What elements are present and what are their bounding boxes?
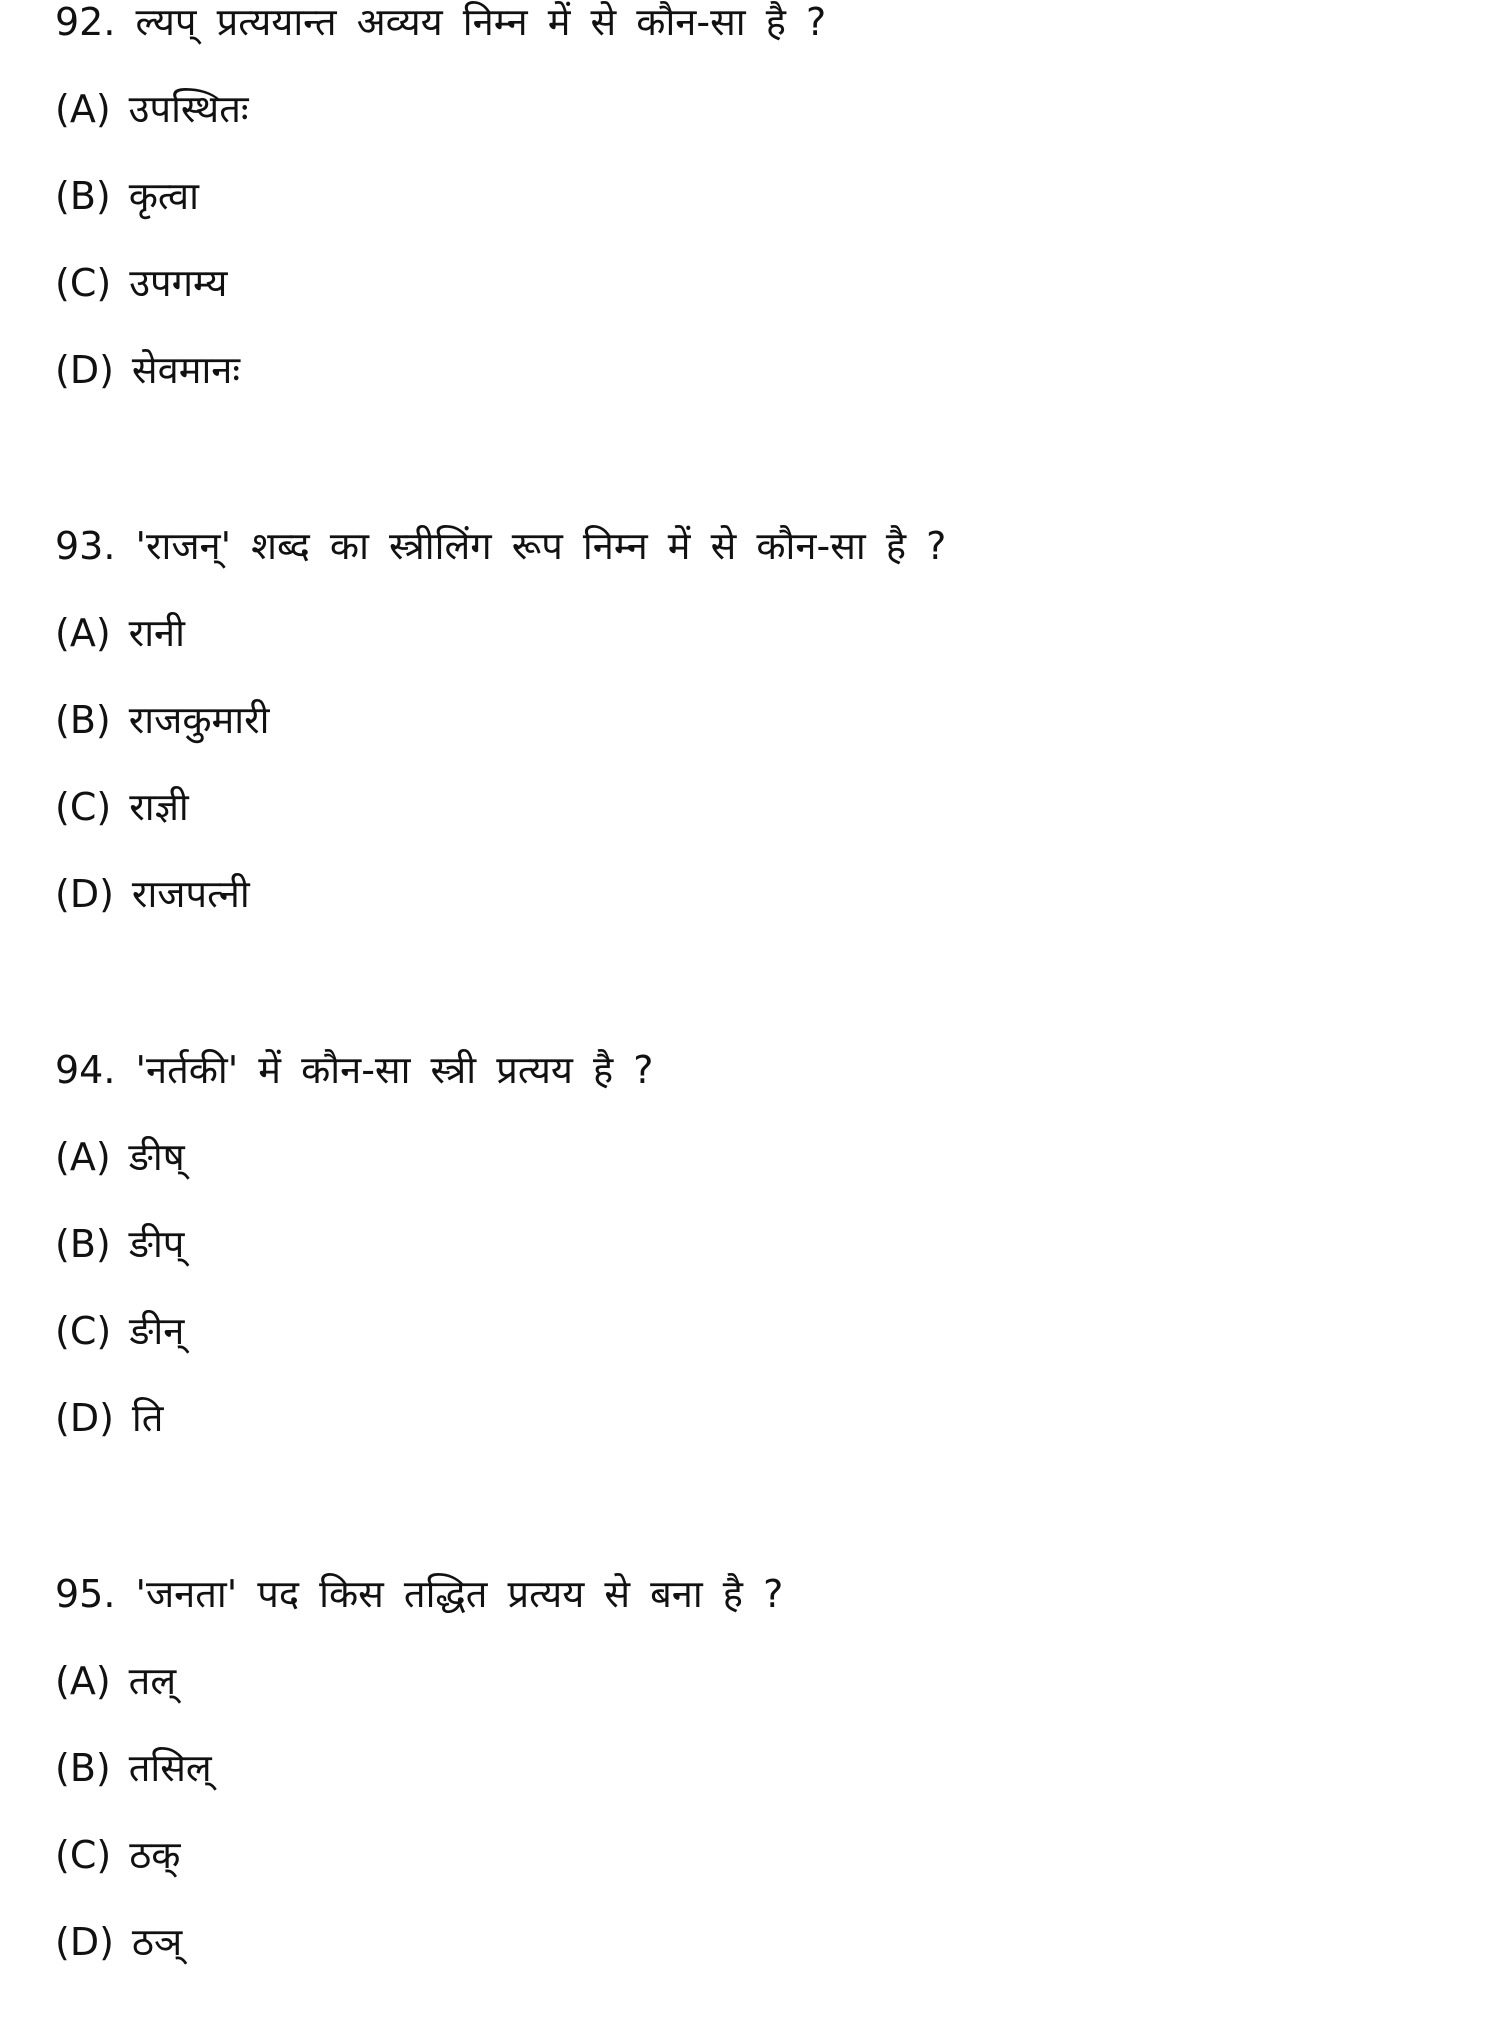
option-text: उपस्थितः [128, 87, 249, 131]
question-text: 'जनता' पद किस तद्धित प्रत्यय से बना है ? [135, 1572, 784, 1616]
option-b [55, 1222, 1455, 1309]
option-b [55, 1746, 1455, 1833]
option-letter: (A) [55, 611, 111, 655]
option-letter: (B) [55, 1222, 111, 1266]
question-95 [55, 1572, 1455, 2007]
question-number: 93. [55, 524, 116, 568]
question-text: 'नर्तकी' में कौन-सा स्त्री प्रत्यय है ? [135, 1048, 654, 1092]
option-letter: (D) [55, 1920, 114, 1964]
option-text: तल् [128, 1659, 177, 1703]
option-d [55, 1396, 1455, 1483]
option-a [55, 87, 1455, 174]
option-c [55, 261, 1455, 348]
option-text: कृत्वा [128, 174, 199, 218]
question-stem [55, 0, 1455, 87]
option-d [55, 1920, 1455, 2007]
option-text: ङीन् [129, 1309, 185, 1353]
option-letter: (D) [55, 872, 114, 916]
question-stem [55, 524, 1455, 611]
option-text: रानी [128, 611, 185, 655]
option-a [55, 1659, 1455, 1746]
question-text: ल्यप् प्रत्ययान्त अव्यय निम्न में से कौन-सा है ? [135, 0, 827, 44]
question-number: 92. [55, 0, 116, 44]
option-text: राजकुमारी [128, 698, 270, 742]
option-text: ति [131, 1396, 164, 1440]
option-letter: (A) [55, 1659, 111, 1703]
option-letter: (D) [55, 1396, 114, 1440]
option-c [55, 785, 1455, 872]
option-b [55, 698, 1455, 785]
option-letter: (C) [55, 1833, 112, 1877]
option-letter: (B) [55, 174, 111, 218]
option-letter: (C) [55, 785, 112, 829]
option-c [55, 1309, 1455, 1396]
option-b [55, 174, 1455, 261]
question-stem [55, 1572, 1455, 1659]
option-letter: (B) [55, 1746, 111, 1790]
question-text: 'राजन्' शब्द का स्त्रीलिंग रूप निम्न में से कौन-सा है ? [135, 524, 947, 568]
option-letter: (C) [55, 261, 112, 305]
option-letter: (A) [55, 1135, 111, 1179]
question-92 [55, 0, 1455, 435]
option-text: राज्ञी [129, 785, 189, 829]
option-text: ङीष् [128, 1135, 185, 1179]
question-94 [55, 1048, 1455, 1483]
option-letter: (A) [55, 87, 111, 131]
option-letter: (D) [55, 348, 114, 392]
option-text: ठक् [129, 1833, 181, 1877]
option-d [55, 872, 1455, 959]
option-a [55, 1135, 1455, 1222]
question-stem [55, 1048, 1455, 1135]
option-letter: (C) [55, 1309, 112, 1353]
option-c [55, 1833, 1455, 1920]
option-letter: (B) [55, 698, 111, 742]
option-text: उपगम्य [129, 261, 228, 305]
question-93 [55, 524, 1455, 959]
option-text: ङीप् [128, 1222, 185, 1266]
option-text: सेवमानः [131, 348, 241, 392]
option-text: राजपत्नी [131, 872, 250, 916]
option-text: ठञ् [131, 1920, 183, 1964]
question-number: 94. [55, 1048, 116, 1092]
option-text: तसिल् [128, 1746, 212, 1790]
question-number: 95. [55, 1572, 116, 1616]
option-d [55, 348, 1455, 435]
option-a [55, 611, 1455, 698]
